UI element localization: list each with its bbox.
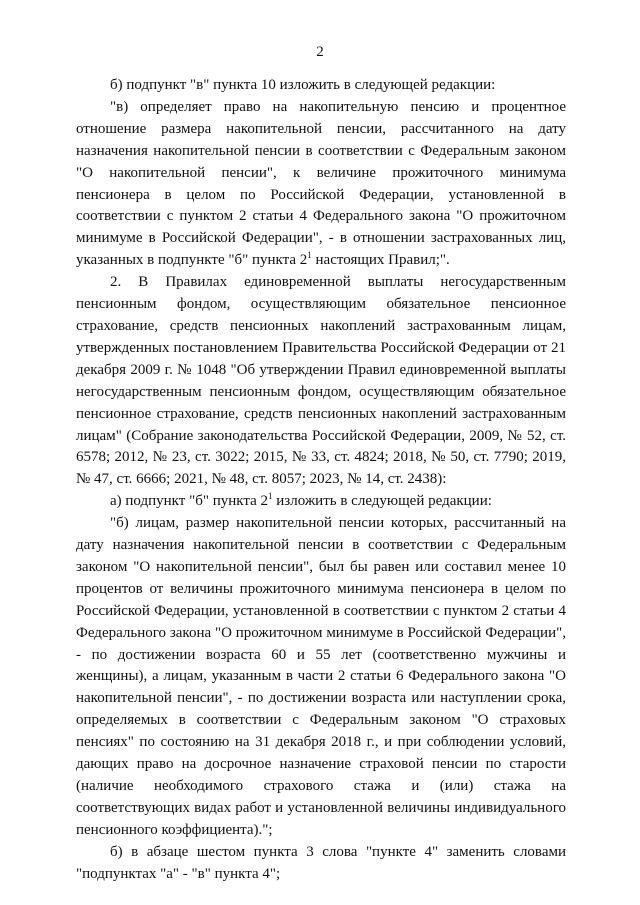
paragraph-item-2-rules: 2. В Правилах единовременной выплаты негосударственным пенсионным фондом, осуществляющим обязательное пенсионное страхование, средств пенсионных накоплений застрахованным лицам, утвержденных постановлением Правительства Российской Федерации от 21 декабря 2009 г. № 1048 "Об утверждении Правил единовременной выплаты негосударственным пенсионным фондом, осуществляющим обязательное пенсионное страхование, средств пенсионных накоплений застрахованным лицам" (Собрание законодательства Российской Федерации, 2009, № 52, ст. 6578; 2012, № 23, ст. 3022; 2015, № 33, ст. 4824; 2018, № 50, ст. 7790; 2019, № 47, ст. 6666; 2021, № 48, ст. 8057; 2023, № 14, ст. 2438): xyxy=(76,274,566,488)
paragraph-subpoint-b-text: "б) лицам, размер накопительной пенсии которых, рассчитанный на дату назначения накопительной пенсии в соответствии с Федеральным законом "О накопительной пенсии", был бы равен или составил менее 10 процентов от величины прожиточного минимума пенсионера в целом по Российской Федерации, установленной в соответствии с пунктом 2 статьи 4 Федерального закона "О прожиточном минимуме в Российской Федерации", - по достижении возраста 60 и 55 лет (соответственно мужчины и женщины), а лицам, указанным в части 2 статьи 6 Федерального закона "О накопительной пенсии", - по достижении возраста или наступлении срока, определяемых в соответствии с Федеральным законом "О страховых пенсиях" по состоянию на 31 декабря 2018 г., и при соблюдении условий, дающих право на досрочное назначение страховой пенсии по старости (наличие необходимого страхового стажа и (или) стажа на соответствующих видах работ и установленной величины индивидуального пенсионного коэффициента)."; xyxy=(76,515,566,838)
superscript-mark: 1 xyxy=(307,250,312,261)
paragraph-subpoint-v-text: "в) определяет право на накопительную пенсию и процентное отношение размера накопительной пенсии, рассчитанного на дату назначения накопительной пенсии в соответствии с Федеральным законом "О накопительной пенсии", к величине прожиточного минимума пенсионера в целом по Российской Федерации, установленной в соответствии с пунктом 2 статьи 4 Федерального закона "О прожиточном минимуме в Российской Федерации", - в отношении застрахованных лиц, указанных в подпункте "б" пункта $2^1$ настоящих Правил;". xyxy=(76,98,566,269)
document-body xyxy=(76,75,566,886)
paragraph-subpoint-b-amend: б) в абзаце шестом пункта 3 слова "пункте 4" заменить словами "подпунктах "а" - "в" пункта 4"; xyxy=(76,843,566,882)
superscript-mark: 1 xyxy=(268,491,273,502)
paragraph-subpoint-a-intro: а) подпункт "б" пункта $2^1$ изложить в следующей редакции: xyxy=(110,491,492,510)
paragraph-subpoint-b-intro: б) подпункт "в" пункта 10 изложить в следующей редакции: xyxy=(110,77,496,93)
page-number: 2 xyxy=(316,44,324,60)
